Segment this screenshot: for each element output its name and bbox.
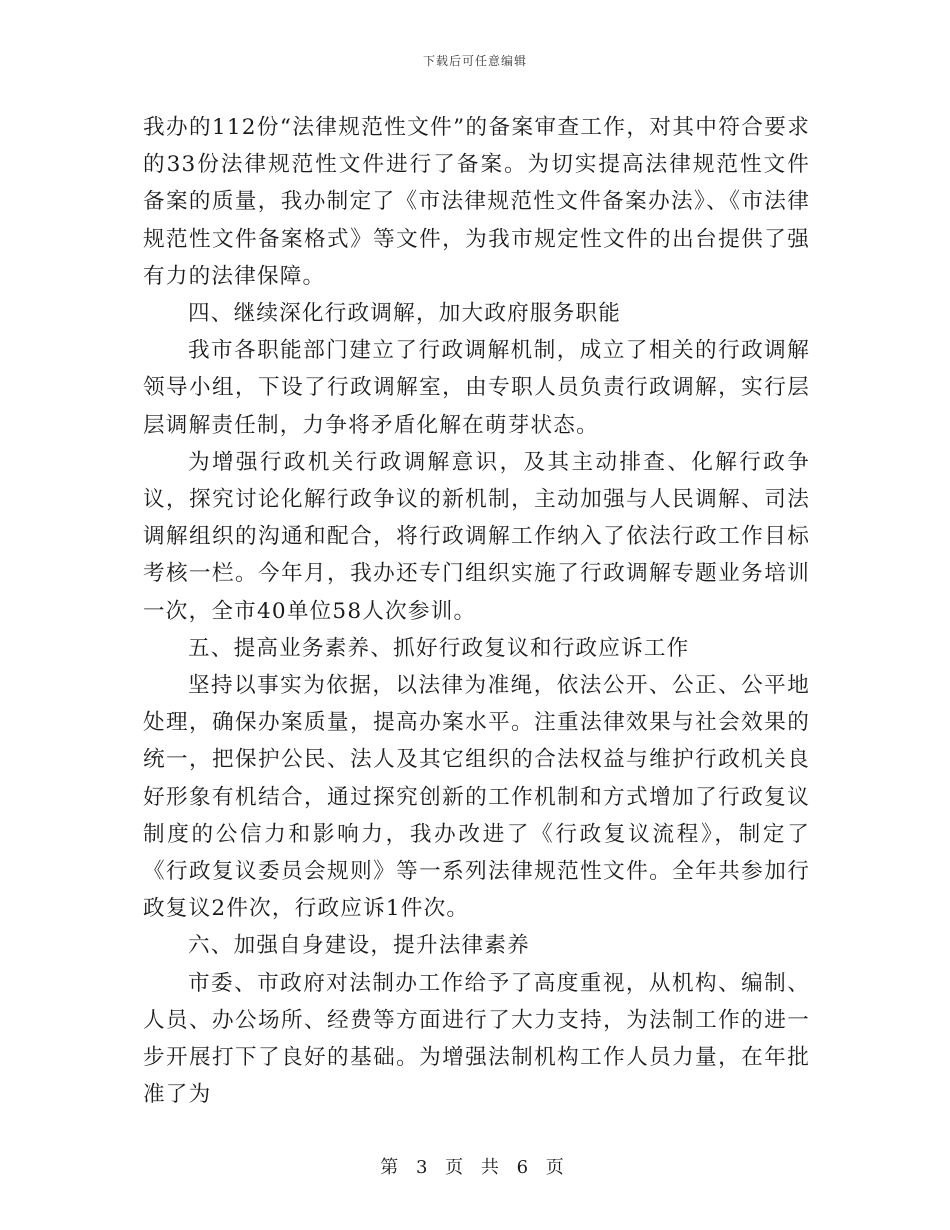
section-heading-reconsideration: 五、提高业务素养、抓好行政复议和行政应诉工作 [188, 635, 690, 661]
page-number-footer: 第 3 页 共 6 页 [380, 1157, 570, 1178]
section-heading-self-building: 六、加强自身建设，提升法律素养 [188, 933, 530, 959]
section-heading-mediation: 四、继续深化行政调解，加大政府服务职能 [188, 301, 622, 327]
paragraph-mediation-mechanism: 我市各职能部门建立了行政调解机制，成立了相关的行政调解领导小组，下设了行政调解室，由专职人员负责行政调解，实行层层调解责任制，力争将矛盾化解在萌芽状态。 [143, 338, 810, 438]
document-body [143, 109, 810, 1113]
paragraph-mediation-awareness: 为增强行政机关行政调解意识，及其主动排查、化解行政争议，探究讨论化解行政争议的新机制，主动加强与人民调解、司法调解组织的沟通和配合，将行政调解工作纳入了依法行政工作目标考核一栏。今年月，我办还专门组织实施了行政调解专题业务培训一次，全市40单位58人次参训。 [143, 449, 810, 624]
page-header: 下载后可任意编辑 [422, 54, 527, 68]
paragraph-reconsideration: 坚持以事实为依据，以法律为准绳，依法公开、公正、公平地处理，确保办案质量，提高办案水平。注重法律效果与社会效果的统一，把保护公民、法人及其它组织的合法权益与维护行政机关良好形象有机结合，通过探究创新的工作机制和方式增加了行政复议制度的公信力和影响力，我办改进了《行政复议流程》，制定了《行政复议委员会规则》等一系列法律规范性文件。全年共参加行政复议2件次，行政应诉1件次。 [143, 673, 810, 922]
paragraph-self-building: 市委、市政府对法制办工作给予了高度重视，从机构、编制、人员、办公场所、经费等方面进行了大力支持，为法制工作的进一步开展打下了良好的基础。为增强法制机构工作人员力量，在年批准了为 [143, 970, 810, 1108]
paragraph-filing-review: 我办的112份“法律规范性文件”的备案审查工作，对其中符合要求的33份法律规范性文件进行了备案。为切实提高法律规范性文件备案的质量，我办制定了《市法律规范性文件备案办法》、《市法律规范性文件备案格式》等文件，为我市规定性文件的出台提供了强有力的法律保障。 [143, 115, 810, 289]
